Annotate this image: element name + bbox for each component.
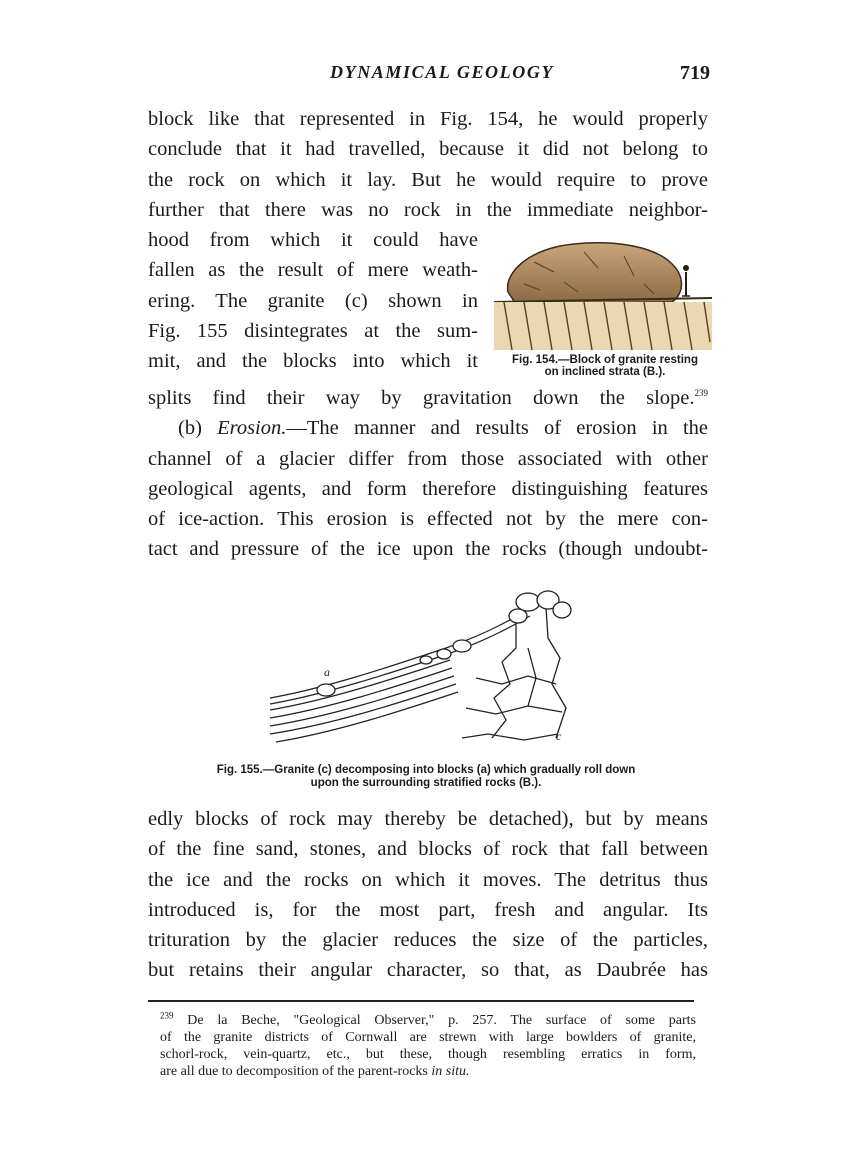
text-line: block like that represented in Fig. 154, he would properly [148, 108, 708, 130]
text-line: ering. The granite (c) shown in [148, 289, 478, 312]
text-span: splits find their way by gravitation down the slope. [148, 387, 695, 409]
footnote-rule [148, 1000, 694, 1002]
paragraph-top [148, 104, 708, 225]
running-title: DYNAMICAL GEOLOGY [330, 62, 555, 82]
caption-line: upon the surrounding stratified rocks (B.). [310, 776, 542, 789]
text-line: conclude that it had travelled, because it did not belong to [148, 138, 708, 161]
figure-label-a: a [324, 665, 330, 679]
caption-line: Fig. 154.—Block of granite resting [512, 354, 698, 366]
text-line: tact and pressure of the ice upon the rocks (though undoubt- [148, 538, 708, 561]
granite-slope-illustration [266, 588, 586, 758]
text-line: of ice-action. This erosion is effected not by the mere con- [148, 508, 708, 531]
footnote-line [160, 1063, 696, 1080]
text-span: De la Beche, "Geological Observer," p. 257. The surface of some parts [173, 1013, 696, 1028]
page-number: 719 [680, 62, 710, 84]
text-line: further that there was no rock in the immediate neighbor- [148, 198, 708, 221]
caption-line: on inclined strata (B.). [544, 366, 666, 378]
text-line: the rock on which it lay. But he would require to prove [148, 168, 708, 191]
running-head [148, 62, 710, 90]
footnote-mark: 239 [160, 1010, 174, 1021]
text-line: of the fine sand, stones, and blocks of rock that fall between [148, 838, 708, 861]
text-line: edly blocks of rock may thereby be detached), but by means [148, 808, 708, 830]
footnote [160, 1012, 696, 1080]
text-line: trituration by the glacier reduces the size of the particles, [148, 929, 708, 952]
text-line: hood from which it could have [148, 229, 478, 251]
erosion-heading: Erosion. [217, 417, 287, 440]
footnote-line: schorl-rock, vein-quartz, etc., but these, though resembling erratics in form, [160, 1047, 696, 1062]
text-line [148, 413, 708, 443]
paragraph-bottom [148, 804, 708, 986]
italic-term: in situ. [431, 1064, 470, 1079]
figure-label-c: c [556, 729, 562, 743]
text-span: are all due to decomposition of the parent-rocks [160, 1064, 432, 1079]
text-line: mit, and the blocks into which it [148, 350, 478, 373]
text-line: introduced is, for the most part, fresh and angular. Its [148, 898, 708, 921]
footnote-line: of the granite districts of Cornwall are strewn with large bowlders of granite, [160, 1030, 696, 1045]
footnote-line [160, 1012, 696, 1029]
figure-154-caption [494, 354, 716, 378]
caption-line: Fig. 155.—Granite (c) decomposing into blocks (a) which gradually roll down [216, 764, 636, 776]
text-line: Fig. 155 disintegrates at the sum- [148, 319, 478, 342]
text-span: (b) [178, 417, 218, 440]
text-line: but retains their angular character, so that, as Daubrée has [148, 959, 708, 982]
text-span: —The manner and results of erosion in the [286, 417, 708, 440]
footnote-reference: 239 [694, 388, 708, 399]
figure-155-caption [172, 764, 680, 789]
granite-block-illustration [494, 232, 712, 350]
text-line: geological agents, and form therefore distinguishing features [148, 477, 708, 500]
paragraph-erosion [148, 383, 708, 565]
text-line [148, 383, 708, 413]
figure-155 [266, 588, 586, 758]
figure-154 [494, 232, 712, 350]
text-line: channel of a glacier differ from those associated with other [148, 447, 708, 470]
text-line: the ice and the rocks on which it moves. The detritus thus [148, 868, 708, 891]
text-line: fallen as the result of mere weath- [148, 259, 478, 282]
